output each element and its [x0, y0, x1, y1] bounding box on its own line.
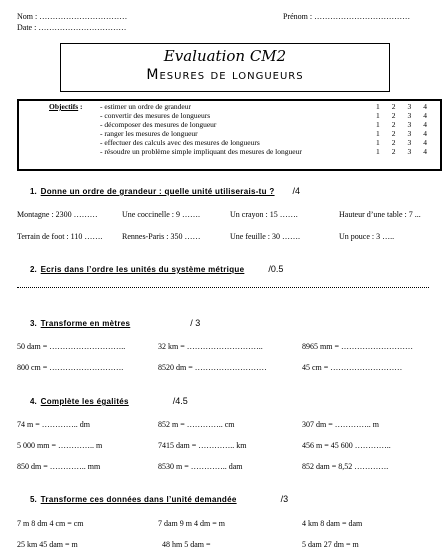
answer-item[interactable]: 852 m = ………….. cm — [158, 420, 235, 429]
answer-item[interactable]: Un crayon : 15 ……. — [230, 210, 298, 219]
answer-item[interactable]: 307 dm = ………….. m — [302, 420, 379, 429]
section-1-heading: 1. Donne un ordre de grandeur : quelle unité utiliserais-tu ? /4 — [30, 186, 301, 196]
answer-item[interactable]: 5 000 mm = ………….. m — [17, 441, 103, 450]
section-title: Transforme ces données dans l’unité demandée — [40, 495, 237, 504]
answer-item[interactable]: Hauteur d’une table : 7 ... — [339, 210, 421, 219]
level-1[interactable]: 1 — [376, 147, 380, 156]
level-3[interactable]: 3 — [407, 120, 412, 129]
level-1[interactable]: 1 — [376, 138, 380, 147]
level-2[interactable]: 2 — [391, 129, 396, 138]
level-3[interactable]: 3 — [407, 111, 412, 120]
answer-item[interactable]: Une feuille : 30 ……. — [230, 232, 300, 241]
section-points: /0.5 — [268, 264, 284, 274]
level-3[interactable]: 3 — [407, 138, 412, 147]
level-2[interactable]: 2 — [391, 111, 396, 120]
section-5-heading: 5. Transforme ces données dans l’unité demandée /3 — [30, 494, 289, 504]
answer-item[interactable]: 7 dam 9 m 4 dm = m — [158, 519, 225, 528]
level-1[interactable]: 1 — [376, 111, 380, 120]
objective-item: - estimer un ordre de grandeur — [100, 102, 192, 111]
level-1[interactable]: 1 — [376, 102, 380, 111]
answer-item[interactable]: 5 dam 27 dm = m — [302, 540, 359, 549]
level-3[interactable]: 3 — [407, 147, 412, 156]
level-2[interactable]: 2 — [391, 138, 396, 147]
answer-item[interactable]: 32 km = ……………………….. — [158, 342, 263, 351]
level-2[interactable]: 2 — [391, 147, 396, 156]
answer-item[interactable]: 7415 dam = ………….. km — [158, 441, 247, 450]
answer-item[interactable]: Un pouce : 3 ….. — [339, 232, 395, 241]
answer-item[interactable]: 8530 m = ………….. dam — [158, 462, 243, 471]
answer-item[interactable]: 25 km 45 dam = m — [17, 540, 78, 549]
section-3-heading: 3. Transforme en mètres / 3 — [30, 318, 201, 328]
section-title: Donne un ordre de grandeur : quelle unité utiliserais-tu ? — [40, 187, 275, 196]
answer-item[interactable]: Une coccinelle : 9 ……. — [122, 210, 200, 219]
prenom-field[interactable]: Prénom : ……………………………… — [283, 12, 411, 21]
level-2[interactable]: 2 — [391, 120, 396, 129]
level-4[interactable]: 4 — [423, 111, 427, 120]
objective-item: - convertir des mesures de longueurs — [100, 111, 211, 120]
section-points: /3 — [280, 494, 289, 504]
title-box — [60, 43, 390, 92]
section-title: Complète les égalités — [40, 397, 129, 406]
answer-line[interactable] — [17, 287, 429, 288]
answer-item[interactable]: 800 cm = ………………………. — [17, 363, 124, 372]
level-2[interactable]: 2 — [391, 102, 396, 111]
answer-item[interactable]: 456 m = 45 600 ………….. — [302, 441, 391, 450]
page-subtitle: Mesures de longueurs — [146, 67, 304, 83]
level-1[interactable]: 1 — [376, 120, 380, 129]
objective-item: - ranger les mesures de longueur — [100, 129, 198, 138]
answer-item[interactable]: 48 hm 5 dam = — [162, 540, 211, 549]
section-4-heading: 4. Complète les égalités /4.5 — [30, 396, 188, 406]
level-4[interactable]: 4 — [423, 129, 427, 138]
answer-item[interactable]: 8965 mm = ……………………… — [302, 342, 413, 351]
answer-item[interactable]: 7 m 8 dm 4 cm = cm — [17, 519, 84, 528]
answer-item[interactable]: Terrain de foot : 110 ……. — [17, 232, 103, 241]
level-3[interactable]: 3 — [407, 102, 412, 111]
answer-item[interactable]: 50 dam = ……………………….. — [17, 342, 126, 351]
date-field[interactable]: Date : …………………………… — [17, 23, 127, 32]
section-points: /4 — [292, 186, 301, 196]
answer-item[interactable]: 45 cm = ……………………… — [302, 363, 403, 372]
answer-item[interactable]: 852 dam = 8,52 …………. — [302, 462, 389, 471]
objective-item: - résoudre un problème simple impliquant des mesures de longueur — [100, 147, 302, 156]
answer-item[interactable]: 8520 dm = ……………………… — [158, 363, 267, 372]
section-2-heading: 2. Ecris dans l’ordre les unités du système métrique /0.5 — [30, 264, 284, 274]
answer-item[interactable]: 4 km 8 dam = dam — [302, 519, 363, 528]
section-title: Transforme en mètres — [40, 319, 131, 328]
level-4[interactable]: 4 — [423, 138, 427, 147]
objective-item: - effectuer des calculs avec des mesures de longueurs — [100, 138, 260, 147]
section-points: /4.5 — [172, 396, 188, 406]
section-title: Ecris dans l’ordre les unités du système métrique — [40, 265, 245, 274]
objectives-label: Objectifs : — [49, 102, 83, 111]
objective-item: - décomposer des mesures de longueur — [100, 120, 217, 129]
answer-item[interactable]: 74 m = ………….. dm — [17, 420, 90, 429]
level-1[interactable]: 1 — [376, 129, 380, 138]
level-3[interactable]: 3 — [407, 129, 412, 138]
level-4[interactable]: 4 — [423, 120, 427, 129]
nom-field[interactable]: Nom : …………………………… — [17, 12, 128, 21]
level-4[interactable]: 4 — [423, 147, 427, 156]
answer-item[interactable]: Montagne : 2300 ……… — [17, 210, 98, 219]
answer-item[interactable]: Rennes-Paris : 350 …… — [122, 232, 201, 241]
answer-item[interactable]: 850 dm = ………….. mm — [17, 462, 101, 471]
page-title: Evaluation CM2 — [163, 47, 287, 65]
section-points: / 3 — [190, 318, 201, 328]
level-4[interactable]: 4 — [423, 102, 427, 111]
